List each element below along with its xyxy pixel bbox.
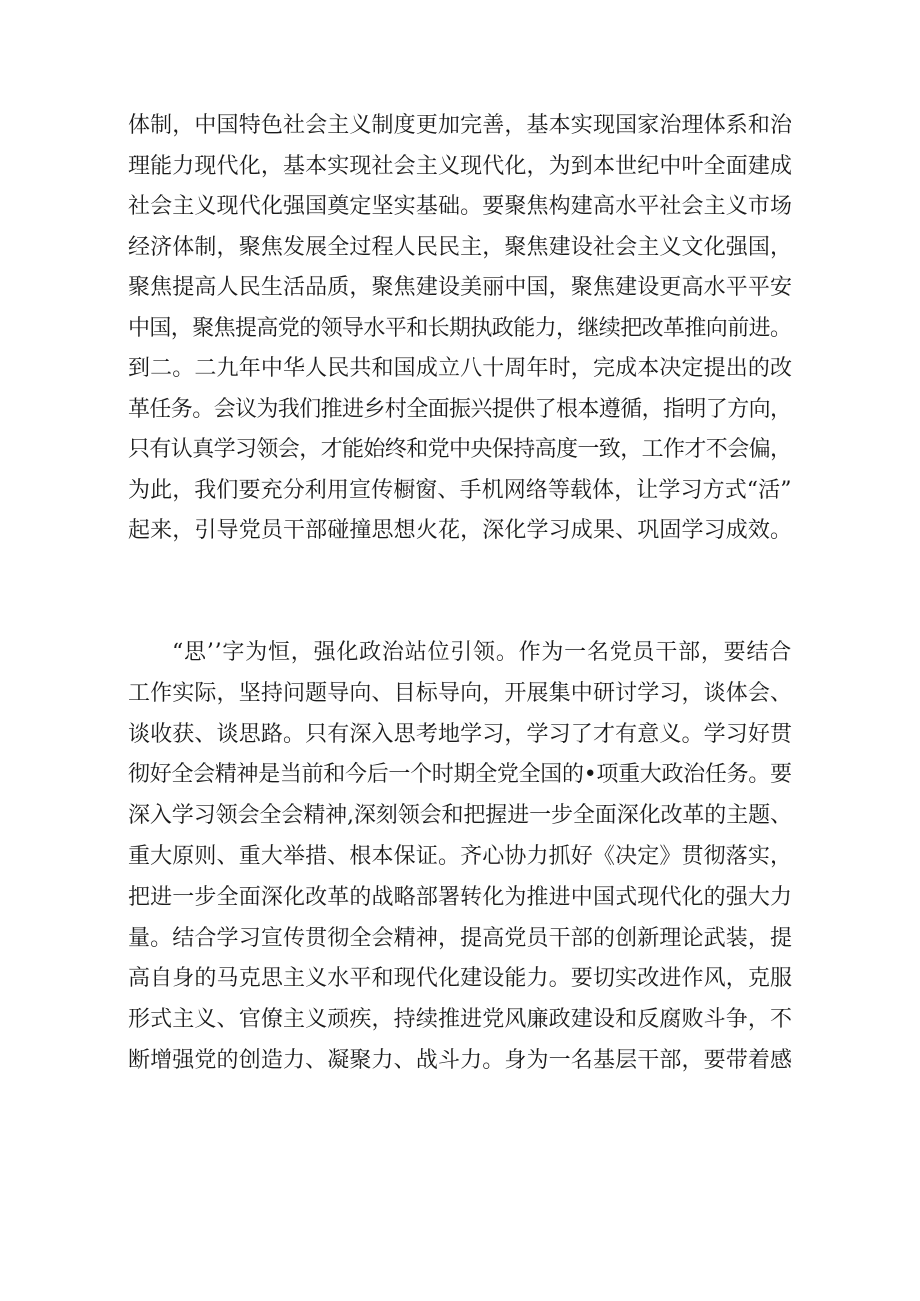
text-line: 谈收获、谈思路。只有深入思考地学习，学习了才有意义。学习好贯: [128, 722, 793, 747]
text-line: 深入学习领会全会精神,深刻领会和把握进一步全面深化改革的主题、: [128, 803, 792, 828]
text-line: 彻好全会精神是当前和今后一个时期全党全国的•项重大政治任务。要: [128, 762, 792, 787]
text-line: 形式主义、官僚主义顽疾，持续推进党风廉政建设和反腐败斗争，不: [128, 1007, 793, 1032]
text-line: 为此，我们要充分利用宣传橱窗、手机网络等载体，让学习方式“活”: [128, 478, 792, 503]
text-line: “思’’字为恒，强化政治站位引领。作为一名党员干部，要结合: [172, 640, 793, 665]
text-line: 中国，聚焦提高党的领导水平和长期执政能力，继续把改革推向前进。: [128, 316, 792, 341]
text-line: 重大原则、重大举措、根本保证。齐心协力抓好《决定》贯彻落实，: [128, 844, 793, 869]
text-line: 断增强党的创造力、凝聚力、战斗力。身为一名基层干部，要带着感: [128, 1048, 793, 1073]
text-line: 体制，中国特色社会主义制度更加完善，基本实现国家治理体系和治: [128, 113, 793, 138]
text-line: 到二。二九年中华人民共和国成立八十周年时，完成本决定提出的改: [128, 356, 793, 381]
text-line: 高自身的马克思主义水平和现代化建设能力。要切实改进作风，克服: [128, 966, 793, 991]
text-line: 起来，引导党员干部碰撞思想火花，深化学习成果、巩固学习成效。: [128, 518, 793, 543]
text-line: 革任务。会议为我们推进乡村全面振兴提供了根本遵循，指明了方向，: [128, 397, 792, 422]
text-line: 聚焦提高人民生活品质，聚焦建设美丽中国，聚焦建设更高水平平安: [128, 275, 793, 300]
text-line: 工作实际，坚持问题导向、目标导向，开展集中研讨学习，谈体会、: [128, 681, 793, 706]
text-line: 量。结合学习宣传贯彻全会精神，提高党员干部的创新理论武装，提: [128, 926, 793, 951]
text-line: 把进一步全面深化改革的战略部署转化为推进中国式现代化的强大力: [128, 885, 793, 910]
text-line: 理能力现代化，基本实现社会主义现代化，为到本世纪中叶全面建成: [128, 154, 793, 179]
text-line: 只有认真学习领会，才能始终和党中央保持高度一致，工作才不会偏，: [128, 437, 792, 462]
text-line: 社会主义现代化强国奠定坚实基础。要聚焦构建高水平社会主义市场: [128, 194, 793, 219]
text-line: 经济体制，聚焦发展全过程人民民主，聚焦建设社会主义文化强国，: [128, 235, 793, 260]
document-body: [128, 0, 808, 1301]
